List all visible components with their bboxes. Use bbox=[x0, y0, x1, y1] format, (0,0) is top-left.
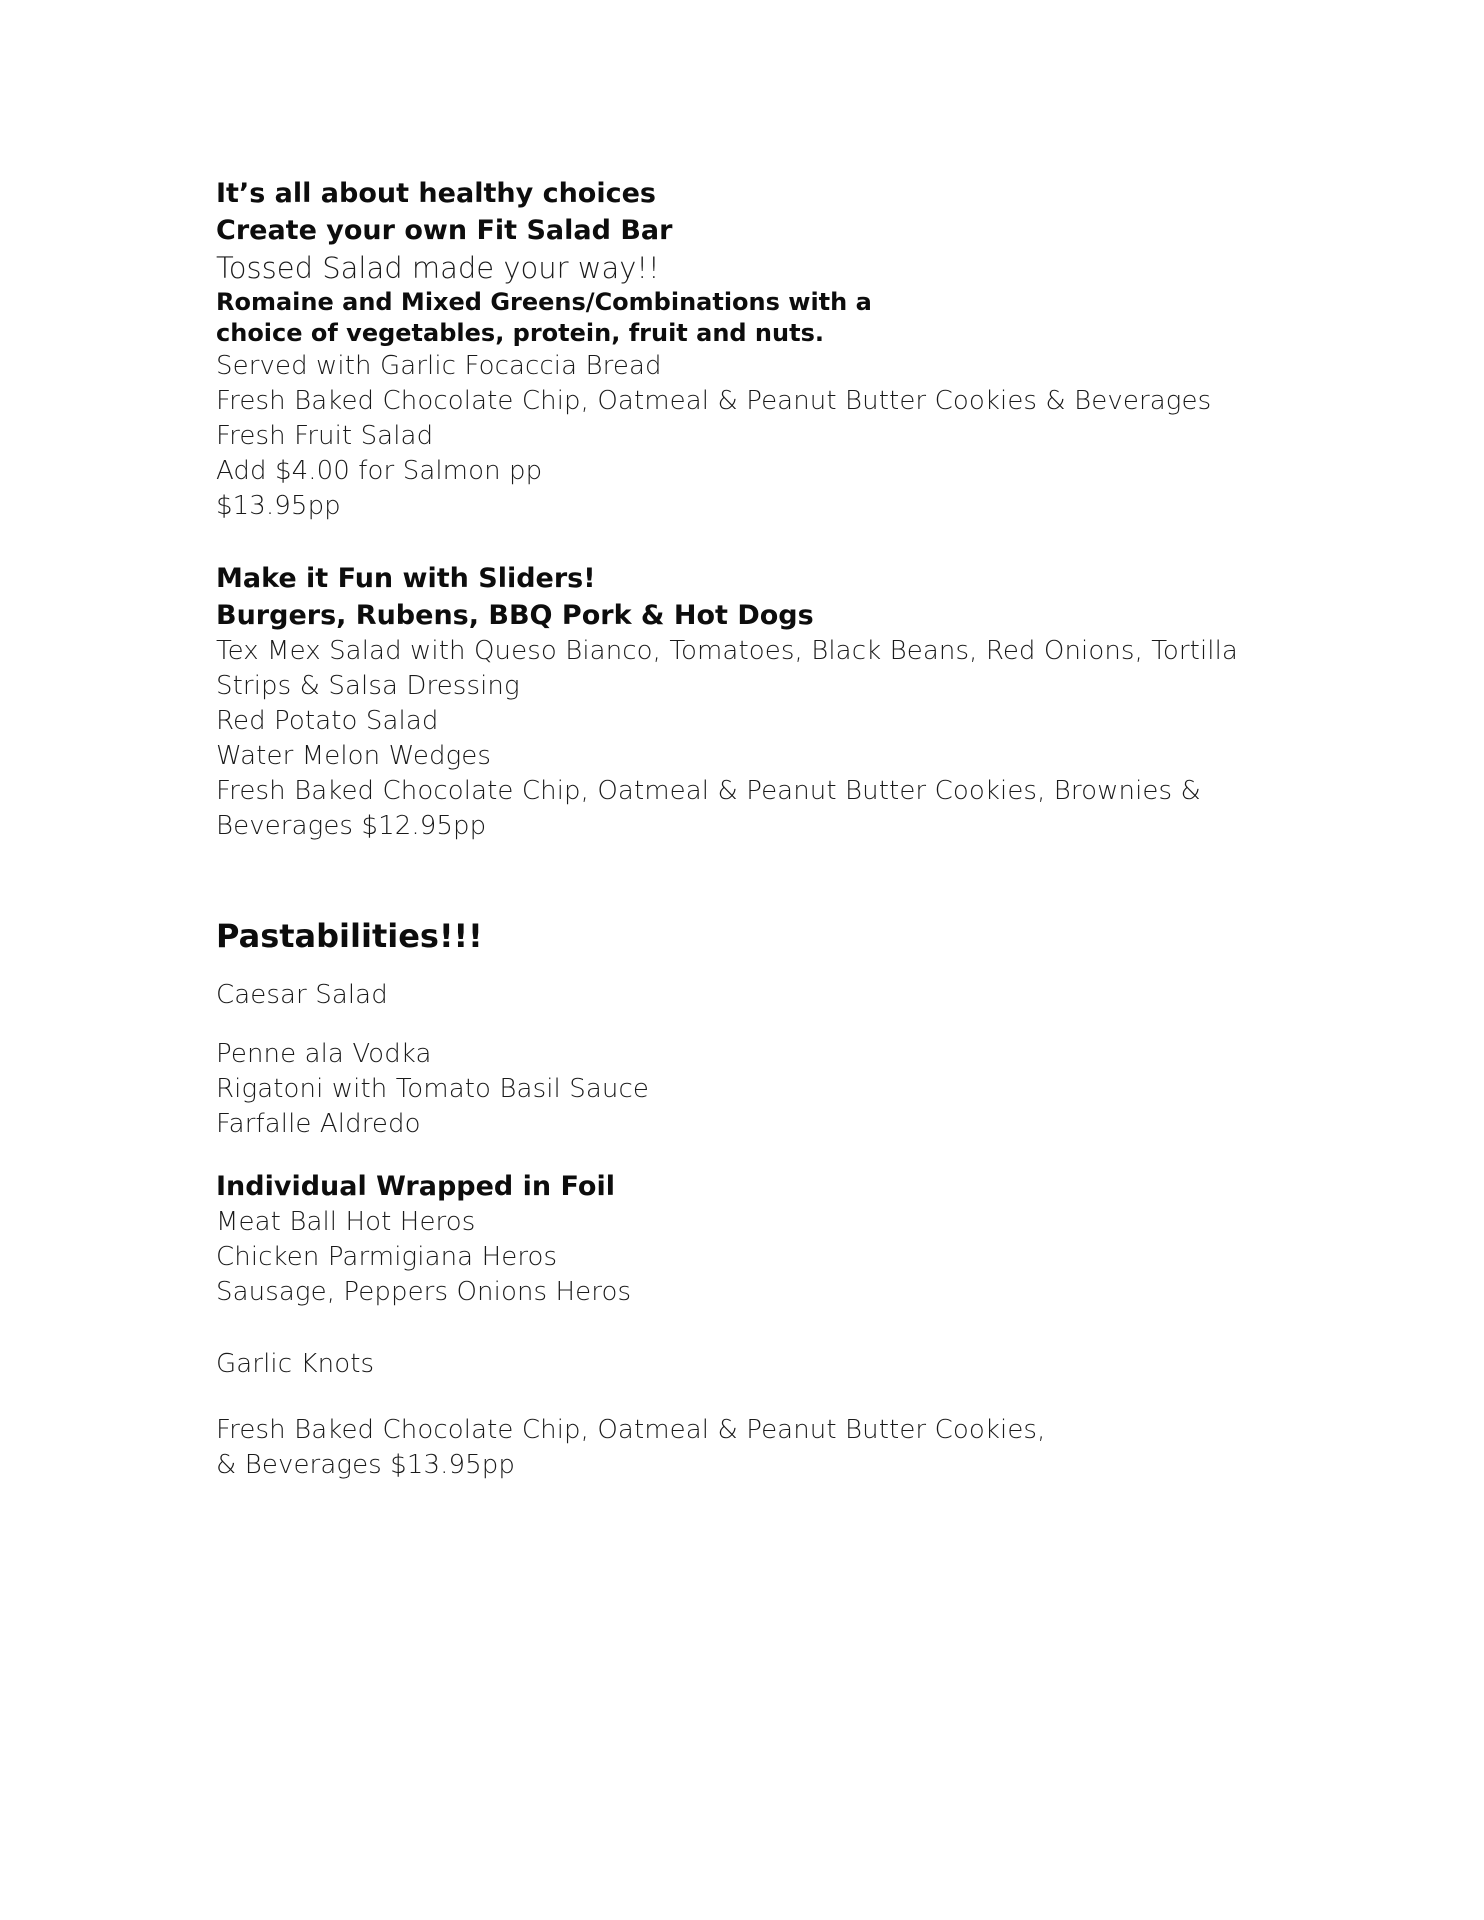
salad-item: Add $4.00 for Salmon pp bbox=[216, 456, 543, 486]
sliders-item: Strips & Salsa Dressing bbox=[216, 671, 520, 701]
salad-price: $13.95pp bbox=[216, 491, 341, 521]
salad-section bbox=[216, 175, 1256, 524]
pasta-salad-block bbox=[216, 978, 1256, 1013]
sliders-section bbox=[216, 560, 1256, 844]
sliders-item: Red Potato Salad bbox=[216, 706, 439, 736]
knots-block bbox=[216, 1347, 1256, 1382]
pasta-list bbox=[216, 1037, 1256, 1142]
salad-subtitle: Tossed Salad made your way!! bbox=[216, 251, 660, 285]
salad-item: Fresh Baked Chocolate Chip, Oatmeal & Peanut Butter Cookies & Beverages bbox=[216, 386, 1212, 416]
salad-heading-fit-bar: Create your own Fit Salad Bar bbox=[216, 215, 673, 246]
pasta-salad: Caesar Salad bbox=[216, 980, 388, 1010]
sliders-item: Fresh Baked Chocolate Chip, Oatmeal & Peanut Butter Cookies, Brownies & bbox=[216, 776, 1201, 806]
pasta-title-block bbox=[216, 915, 1256, 957]
salad-description-line: choice of vegetables, protein, fruit and nuts. bbox=[216, 319, 824, 347]
foil-heading: Individual Wrapped in Foil bbox=[216, 1171, 615, 1202]
pasta-item: Penne ala Vodka bbox=[216, 1039, 432, 1069]
pasta-dessert-block bbox=[216, 1413, 1256, 1483]
pasta-title: Pastabilities!!! bbox=[216, 917, 483, 955]
pasta-price: & Beverages $13.95pp bbox=[216, 1450, 515, 1480]
hero-item: Chicken Parmigiana Heros bbox=[216, 1242, 558, 1272]
sliders-item: Tex Mex Salad with Queso Bianco, Tomatoes, Black Beans, Red Onions, Tortilla bbox=[216, 636, 1238, 666]
hero-item: Meat Ball Hot Heros bbox=[216, 1207, 476, 1237]
salad-item: Served with Garlic Focaccia Bread bbox=[216, 351, 662, 381]
salad-description-line: Romaine and Mixed Greens/Combinations with a bbox=[216, 288, 872, 316]
foil-section bbox=[216, 1168, 1256, 1310]
pasta-item: Rigatoni with Tomato Basil Sauce bbox=[216, 1074, 649, 1104]
sliders-heading-fun: Make it Fun with Sliders! bbox=[216, 563, 596, 594]
salad-heading-healthy: It’s all about healthy choices bbox=[216, 178, 656, 209]
salad-item: Fresh Fruit Salad bbox=[216, 421, 434, 451]
sliders-price: Beverages $12.95pp bbox=[216, 811, 487, 841]
hero-item: Sausage, Peppers Onions Heros bbox=[216, 1277, 632, 1307]
pasta-item: Farfalle Aldredo bbox=[216, 1109, 421, 1139]
garlic-knots: Garlic Knots bbox=[216, 1349, 375, 1379]
sliders-item: Water Melon Wedges bbox=[216, 741, 492, 771]
sliders-heading-items: Burgers, Rubens, BBQ Pork & Hot Dogs bbox=[216, 600, 814, 631]
pasta-dessert-line: Fresh Baked Chocolate Chip, Oatmeal & Peanut Butter Cookies, bbox=[216, 1415, 1046, 1445]
